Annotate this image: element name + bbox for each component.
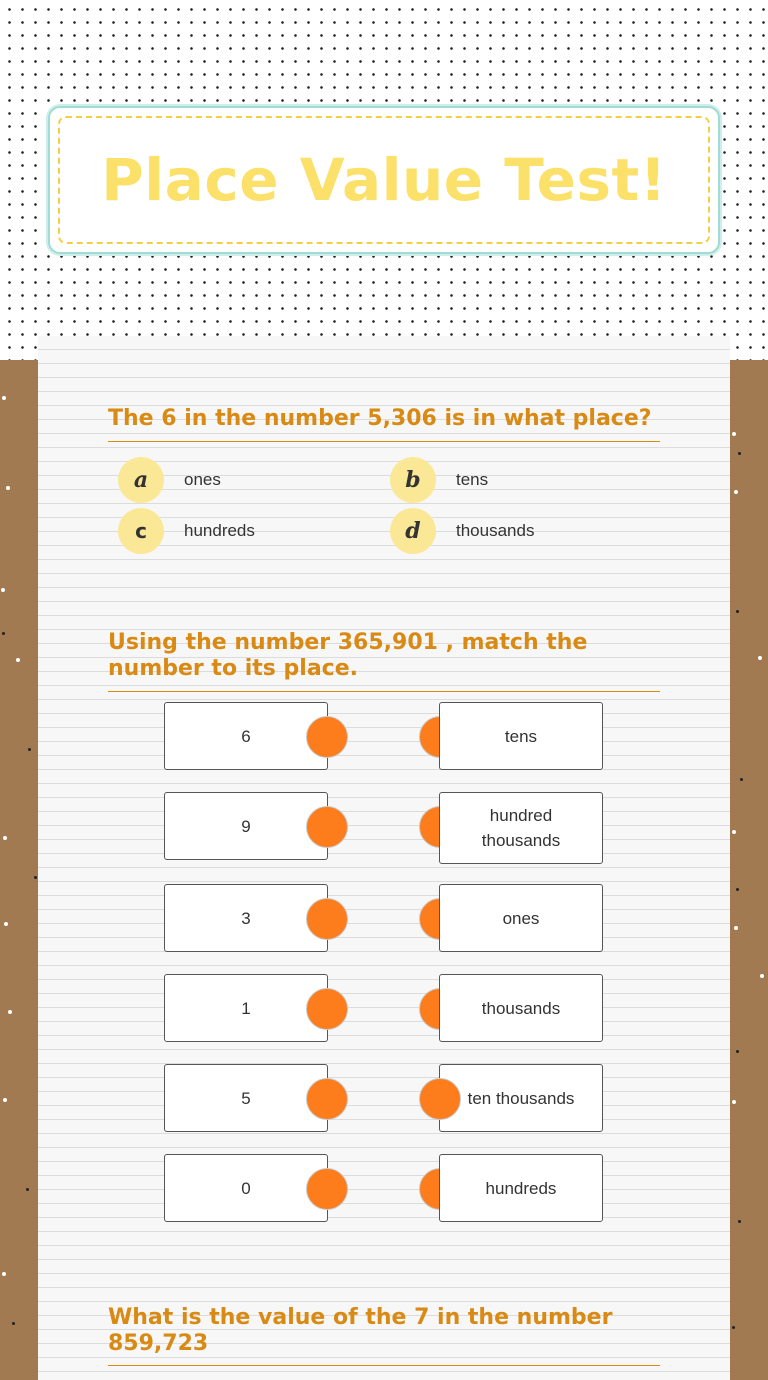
match-left-item[interactable]: [164, 792, 328, 860]
option-label: hundreds: [184, 521, 255, 540]
q1-option-c[interactable]: [118, 508, 255, 554]
match-left-label: 6: [241, 726, 251, 746]
match-right-item[interactable]: [439, 792, 603, 864]
option-label: tens: [456, 470, 489, 489]
match-right-item[interactable]: [439, 884, 603, 952]
q1-option-d[interactable]: [390, 508, 534, 554]
match-right-item[interactable]: [439, 702, 603, 770]
match-left-label: 9: [241, 816, 251, 836]
title-dashed-frame: [58, 116, 710, 244]
match-left-label: 1: [241, 998, 251, 1018]
q1-option-b[interactable]: [390, 457, 488, 503]
match-left-item[interactable]: [164, 1064, 328, 1132]
option-letter-bubble: d: [390, 508, 436, 554]
option-letter-bubble: b: [390, 457, 436, 503]
match-connector-left[interactable]: [306, 1168, 348, 1210]
match-left-label: 0: [241, 1178, 251, 1198]
match-connector-left[interactable]: [306, 988, 348, 1030]
match-left-label: 5: [241, 1088, 251, 1108]
q1-option-a[interactable]: [118, 457, 221, 503]
title-card: [48, 106, 720, 254]
option-label: thousands: [456, 521, 535, 540]
option-letter-bubble: a: [118, 457, 164, 503]
cork-border-right: [730, 360, 768, 1380]
match-connector-left[interactable]: [306, 1078, 348, 1120]
match-right-label: hundreds: [485, 1178, 557, 1198]
cork-border-left: [0, 360, 38, 1380]
match-left-item[interactable]: [164, 884, 328, 952]
question-2-text: Using the number 365,901 , match the number to its place.: [108, 630, 588, 681]
match-right-label: tens: [504, 726, 538, 746]
match-connector-right[interactable]: [419, 1078, 461, 1120]
match-left-label: 3: [241, 908, 251, 928]
match-left-item[interactable]: [164, 974, 328, 1042]
question-2-divider: [108, 691, 660, 692]
page-title: Place Value Test!: [101, 146, 667, 214]
question-1-divider: [108, 441, 660, 442]
option-letter-bubble: c: [118, 508, 164, 554]
match-connector-left[interactable]: [306, 898, 348, 940]
match-right-label: ones: [502, 908, 540, 928]
option-label: ones: [184, 470, 221, 489]
match-right-label: hundred thousands: [481, 806, 561, 850]
match-right-label: ten thousands: [467, 1088, 575, 1108]
match-right-item[interactable]: [439, 974, 603, 1042]
match-right-label: thousands: [481, 998, 561, 1018]
question-3-divider: [108, 1365, 660, 1366]
match-left-item[interactable]: [164, 702, 328, 770]
match-right-item[interactable]: [439, 1064, 603, 1132]
question-1-text: The 6 in the number 5,306 is in what place?: [108, 406, 652, 431]
question-3-text: What is the value of the 7 in the number 859,723: [108, 1305, 613, 1356]
match-connector-left[interactable]: [306, 716, 348, 758]
match-right-item[interactable]: [439, 1154, 603, 1222]
match-connector-left[interactable]: [306, 806, 348, 848]
match-left-item[interactable]: [164, 1154, 328, 1222]
